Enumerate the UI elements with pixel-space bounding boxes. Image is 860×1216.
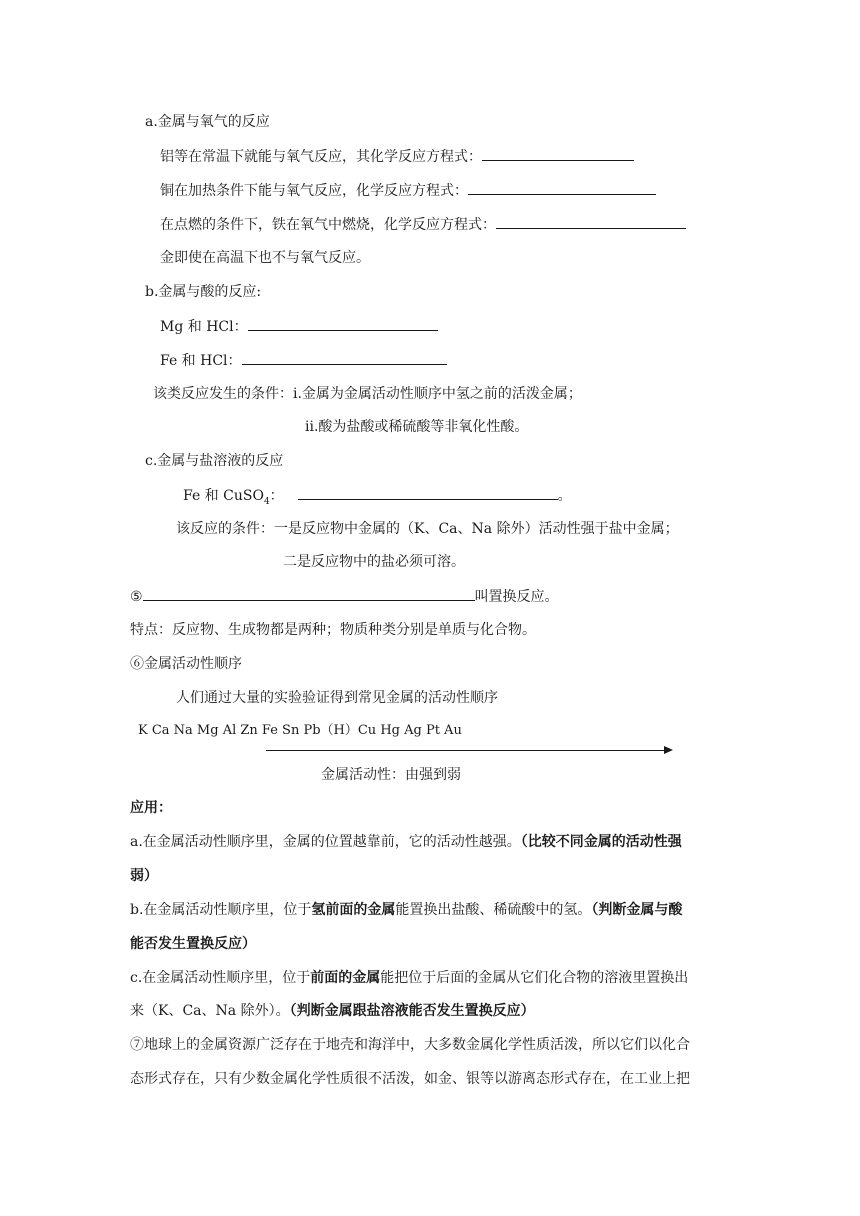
application-title: 应用： bbox=[130, 800, 172, 816]
item-5-feature: 特点：反应物、生成物都是两种；物质种类分别是单质与化合物。 bbox=[130, 622, 536, 638]
arrow-caption: 金属活动性：由强到弱 bbox=[321, 767, 461, 783]
section-c-title: c.金属与盐溶液的反应 bbox=[145, 453, 284, 469]
item-6-intro: 人们通过大量的实验验证得到常见金属的活动性顺序 bbox=[176, 690, 498, 706]
application-b-pre: b.在金属活动性顺序里，位于 bbox=[130, 902, 312, 918]
mg-label: Mg 和 HCl： bbox=[160, 319, 248, 335]
item-7-line-2: 态形式存在，只有少数金属化学性质很不活泼，如金、银等以游离态形式存在，在工业上把 bbox=[130, 1071, 690, 1087]
application-c-line-2 bbox=[130, 1001, 535, 1021]
answer-blank[interactable] bbox=[298, 485, 558, 500]
answer-blank[interactable] bbox=[248, 316, 438, 331]
section-b-condition-2: ii.酸为盐酸或稀硫酸等非氧化性酸。 bbox=[305, 419, 529, 435]
colon: ： bbox=[269, 488, 284, 504]
application-c-pre: c.在金属活动性顺序里，位于 bbox=[130, 970, 311, 986]
item-6-title: ⑥金属活动性顺序 bbox=[130, 656, 242, 672]
arrowhead-icon bbox=[664, 746, 673, 754]
subscript-4: 4 bbox=[263, 496, 270, 507]
application-b-note: （判断金属与酸 bbox=[591, 902, 683, 918]
section-a-line-aluminum bbox=[160, 146, 634, 167]
section-c-fe-line bbox=[183, 485, 572, 512]
application-c-line-1 bbox=[130, 968, 688, 988]
item-5-marker: ⑤ bbox=[130, 589, 143, 605]
application-c-bold: 前面的金属 bbox=[310, 970, 381, 986]
aluminum-text: 铝等在常温下就能与氧气反应，其化学反应方程式： bbox=[160, 149, 482, 165]
section-a-line-copper bbox=[160, 180, 656, 201]
section-b-condition-1: 该类反应发生的条件：i.金属为金属活动性顺序中氢之前的活泼金属； bbox=[153, 386, 582, 402]
fe-label: Fe 和 HCl： bbox=[160, 353, 242, 369]
answer-blank[interactable] bbox=[143, 586, 475, 601]
activity-sequence: K Ca Na Mg Al Zn Fe Sn Pb（H）Cu Hg Ag Pt Au bbox=[138, 723, 462, 738]
application-a-text: a.在金属活动性顺序里，金属的位置越靠前，它的活动性越强。 bbox=[130, 834, 521, 850]
section-b-title: b.金属与酸的反应: bbox=[145, 284, 262, 300]
application-b-line-2: 能否发生置换反应） bbox=[130, 936, 256, 952]
application-b-bold: 氢前面的金属 bbox=[311, 902, 396, 918]
application-b-line-1 bbox=[130, 900, 682, 920]
answer-blank[interactable] bbox=[496, 214, 686, 229]
activity-arrow bbox=[266, 750, 670, 751]
item-5-line bbox=[130, 586, 559, 607]
section-a-line-gold: 金即使在高温下也不与氧气反应。 bbox=[160, 250, 370, 266]
section-b-fe-line bbox=[160, 350, 447, 371]
section-c-condition-2: 二是反应物中的盐必须可溶。 bbox=[283, 554, 465, 570]
application-a-line-2: 弱） bbox=[130, 868, 158, 884]
application-c-post: 能把位于后面的金属从它们化合物的溶液里置换出 bbox=[380, 970, 689, 986]
item-7-line-1: ⑦地球上的金属资源广泛存在于地壳和海洋中，大多数金属化学性质活泼，所以它们以化合 bbox=[130, 1037, 690, 1053]
item-5-end: 叫置换反应。 bbox=[474, 589, 559, 605]
answer-blank[interactable] bbox=[242, 350, 447, 365]
application-a-note: （比较不同金属的活动性强 bbox=[520, 834, 682, 850]
application-c-note: （判断金属跟盐溶液能否发生置换反应） bbox=[289, 1003, 535, 1019]
section-a-title: a.金属与氧气的反应 bbox=[145, 114, 270, 130]
period: 。 bbox=[557, 488, 572, 504]
answer-blank[interactable] bbox=[482, 146, 634, 161]
application-c-line2-text: 来（K、Ca、Na 除外）。 bbox=[130, 1003, 290, 1019]
application-a-line-1 bbox=[130, 832, 682, 852]
section-b-mg-line bbox=[160, 316, 438, 337]
section-c-condition-1: 该反应的条件：一是反应物中金属的（K、Ca、Na 除外）活动性强于盐中金属； bbox=[176, 521, 679, 537]
section-a-line-iron bbox=[160, 214, 686, 235]
copper-text: 铜在加热条件下能与氧气反应，化学反应方程式： bbox=[160, 183, 468, 199]
application-b-post: 能置换出盐酸、稀硫酸中的氢。 bbox=[395, 902, 592, 918]
answer-blank[interactable] bbox=[468, 180, 656, 195]
fe-cuso4-label: Fe 和 CuSO bbox=[183, 488, 264, 504]
iron-text: 在点燃的条件下，铁在氧气中燃烧，化学反应方程式： bbox=[160, 217, 496, 233]
